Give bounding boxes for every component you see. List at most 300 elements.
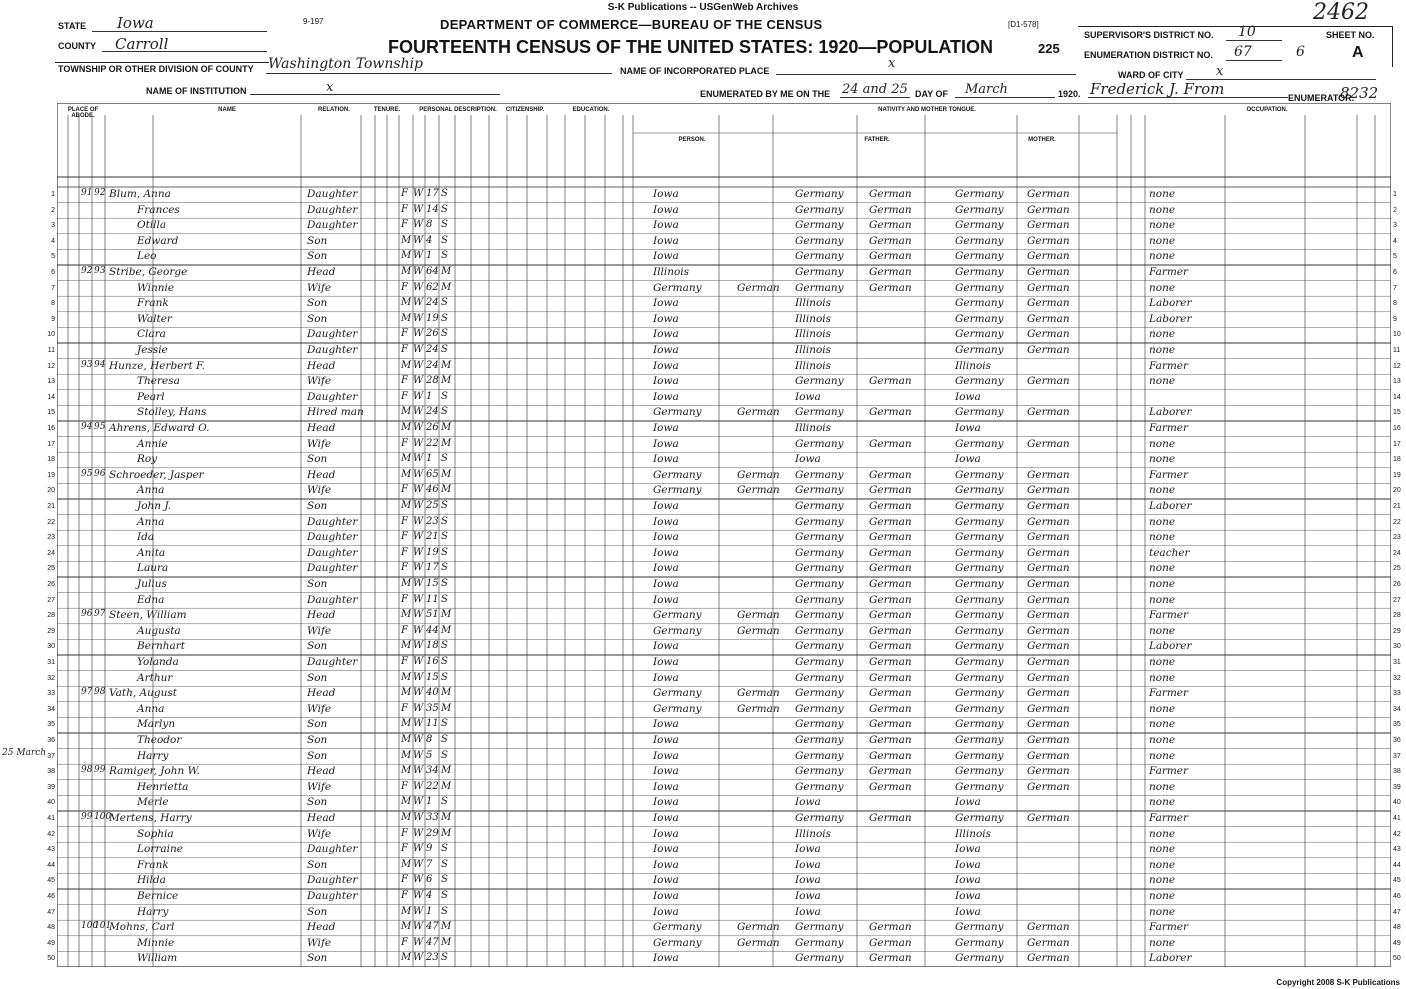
row-number-right: 25 (1393, 565, 1401, 573)
enumerator-label: ENUMERATOR. (1288, 93, 1355, 103)
race: W (413, 390, 424, 402)
race: W (413, 687, 424, 699)
occupation: none (1149, 234, 1176, 247)
sex: M (401, 812, 412, 823)
person-name: Stolley, Hans (137, 406, 207, 419)
person-name: Winnie (137, 281, 175, 294)
form-number: 9-197 (303, 17, 324, 26)
mother-birthplace: Germany (955, 734, 1004, 746)
marital-status: S (441, 453, 448, 465)
mother-mother-tongue: German (1027, 515, 1070, 528)
person-name: Steen, William (109, 609, 187, 622)
occupation: Laborer (1149, 500, 1192, 512)
age: 24 (426, 297, 439, 309)
row-number: 41 (47, 815, 55, 822)
father-birthplace: Germany (795, 531, 844, 544)
marital-status: S (441, 344, 448, 355)
father-birthplace: Iowa (795, 796, 821, 809)
sex: F (401, 874, 408, 886)
mother-mother-tongue: German (1027, 578, 1070, 590)
mother-birthplace: Germany (955, 281, 1004, 294)
father-birthplace: Germany (795, 515, 844, 528)
mother-mother-tongue: German (1027, 312, 1070, 325)
row-number: 21 (47, 503, 55, 510)
age: 4 (426, 234, 433, 246)
father-mother-tongue: German (869, 671, 912, 684)
marital-status: S (441, 219, 448, 231)
family-number: 100 (94, 812, 112, 822)
row-number: 44 (47, 861, 55, 869)
father-mother-tongue: German (869, 484, 912, 497)
row-number-right: 8 (1393, 300, 1397, 308)
birthplace: Iowa (653, 578, 679, 590)
birthplace: Germany (653, 687, 702, 700)
age: 35 (426, 702, 439, 714)
mother-mother-tongue: German (1027, 203, 1070, 216)
relation: Head (307, 422, 336, 434)
relation: Son (307, 297, 328, 310)
mother-birthplace: Germany (955, 921, 1004, 934)
marital-status: S (441, 406, 448, 418)
father-mother-tongue: German (869, 812, 912, 824)
occupation: none (1149, 188, 1176, 200)
relation: Daughter (307, 890, 358, 902)
row-number: 39 (47, 783, 55, 791)
incorporated-place-value: x (888, 56, 896, 71)
family-number: 96 (94, 468, 106, 479)
marital-status: S (441, 203, 448, 215)
relation: Head (307, 609, 336, 622)
race: W (413, 203, 424, 215)
relation: Hired man (307, 406, 364, 419)
relation: Daughter (307, 843, 358, 856)
father-birthplace: Germany (795, 936, 844, 949)
sex: M (401, 640, 412, 652)
mother-mother-tongue: German (1027, 749, 1070, 762)
father-mother-tongue: German (869, 531, 912, 544)
race: W (413, 500, 424, 511)
person-name: Pearl (137, 390, 165, 403)
father-birthplace: Illinois (795, 312, 832, 325)
mother-birthplace: Germany (955, 749, 1004, 762)
row-number: 46 (47, 893, 55, 900)
race: W (413, 874, 424, 886)
occupation: Farmer (1149, 812, 1189, 824)
marital-status: S (441, 250, 448, 262)
birthplace: Iowa (653, 640, 679, 653)
father-birthplace: Germany (795, 562, 844, 575)
enumerated-label: ENUMERATED BY ME ON THE (700, 89, 831, 99)
mother-birthplace: Germany (955, 297, 1004, 310)
occupation: none (1149, 874, 1176, 887)
father-mother-tongue: German (869, 921, 912, 934)
person-name: Augusta (137, 624, 181, 637)
mother-mother-tongue: German (1027, 562, 1070, 575)
person-name: Frank (137, 858, 169, 871)
row-number-right: 50 (1393, 955, 1401, 963)
row-number-right: 9 (1393, 315, 1397, 323)
age: 15 (426, 578, 439, 589)
race: W (413, 624, 424, 636)
age: 40 (426, 687, 439, 699)
mother-mother-tongue: German (1027, 702, 1070, 715)
birthplace: Germany (653, 406, 702, 419)
relation: Son (307, 858, 328, 871)
father-birthplace: Germany (795, 437, 844, 450)
occupation: none (1149, 843, 1176, 856)
row-number: 19 (47, 471, 55, 479)
row-number-right: 28 (1393, 612, 1401, 620)
person-name: Lorraine (137, 843, 183, 856)
relation: Wife (307, 936, 332, 949)
dwelling-number: 99 (81, 812, 93, 822)
marital-status: M (441, 765, 452, 777)
marital-status: M (441, 468, 452, 480)
birthplace: Germany (653, 281, 702, 294)
row-number-right: 26 (1393, 581, 1401, 588)
mother-mother-tongue: German (1027, 546, 1070, 559)
mother-birthplace: Germany (955, 468, 1004, 481)
mother-birthplace: Germany (955, 312, 1004, 325)
person-name: Marlyn (137, 718, 176, 731)
age: 1 (426, 250, 433, 262)
race: W (413, 640, 424, 652)
occupation: Farmer (1149, 422, 1189, 434)
race: W (413, 359, 424, 371)
row-number-right: 38 (1393, 768, 1401, 776)
birthplace: Iowa (653, 437, 679, 450)
father-birthplace: Germany (795, 734, 844, 746)
marital-status: M (441, 624, 452, 636)
person-name: Laura (137, 562, 169, 575)
sex: F (401, 375, 408, 387)
race: W (413, 281, 424, 293)
stamp-number: 2462 (1313, 0, 1369, 25)
marital-status: S (441, 188, 448, 199)
father-birthplace: Germany (795, 702, 844, 715)
marital-status: S (441, 500, 448, 511)
row-number: 50 (47, 955, 55, 963)
row-number: 4 (51, 237, 55, 245)
father-mother-tongue: German (869, 266, 912, 278)
birthplace: Iowa (653, 203, 679, 216)
day-of-label: DAY OF (915, 89, 949, 99)
person-name: Sophia (137, 827, 174, 840)
sex: F (401, 515, 408, 527)
race: W (413, 796, 424, 808)
dwelling-number: 96 (81, 609, 93, 620)
person-name: Anna (137, 515, 165, 528)
person-name: Blum, Anna (109, 188, 171, 200)
occupation: none (1149, 453, 1176, 466)
race: W (413, 593, 424, 605)
year-label: 1920. (1058, 89, 1081, 99)
marital-status: S (441, 734, 448, 745)
sex: M (401, 297, 412, 309)
marital-status: S (441, 593, 448, 605)
sheet-no-label: SHEET NO. (1326, 30, 1375, 40)
row-number: 28 (47, 612, 55, 620)
birthplace: Iowa (653, 344, 679, 356)
age: 26 (426, 328, 439, 340)
row-number: 45 (47, 877, 55, 885)
race: W (413, 843, 424, 855)
father-birthplace: Germany (795, 219, 844, 232)
marital-status: M (441, 687, 452, 699)
sex: F (401, 843, 408, 855)
row-number: 30 (47, 643, 55, 651)
sex: M (401, 952, 412, 964)
father-birthplace: Germany (795, 266, 844, 278)
row-number: 13 (47, 378, 55, 386)
mother-mother-tongue: German (1027, 484, 1070, 497)
occupation: none (1149, 562, 1176, 575)
race: W (413, 952, 424, 964)
marital-status: S (441, 858, 448, 870)
birthplace: Iowa (653, 562, 679, 575)
age: 47 (426, 921, 439, 933)
birthplace: Germany (653, 484, 702, 497)
nativity-person-heading: PERSON. (678, 137, 706, 143)
relation: Wife (307, 437, 332, 450)
person-name: Ida (137, 531, 155, 544)
age: 8 (426, 219, 433, 231)
mother-mother-tongue: German (1027, 952, 1070, 965)
occupation: teacher (1149, 546, 1190, 559)
age: 1 (426, 390, 433, 402)
age: 9 (426, 843, 433, 855)
occupation: none (1149, 281, 1176, 294)
sex: F (401, 328, 408, 340)
marital-status: S (441, 312, 448, 324)
marital-status: M (441, 780, 452, 792)
father-mother-tongue: German (869, 437, 912, 450)
mother-birthplace: Iowa (955, 905, 981, 918)
row-number-right: 46 (1393, 893, 1401, 900)
birthplace: Iowa (653, 359, 679, 372)
father-birthplace: Germany (795, 624, 844, 637)
mother-birthplace: Germany (955, 250, 1004, 263)
row-number: 11 (47, 347, 55, 354)
person-name: Theodor (137, 734, 182, 746)
birthplace: Iowa (653, 952, 679, 965)
row-number-right: 2 (1393, 206, 1397, 214)
sex: M (401, 468, 412, 480)
sex: M (401, 578, 412, 589)
person-name: Clara (137, 328, 166, 341)
marital-status: M (441, 812, 452, 823)
relation: Son (307, 952, 328, 965)
row-number-right: 13 (1393, 378, 1401, 386)
race: W (413, 453, 424, 465)
birthplace: Germany (653, 609, 702, 622)
birthplace: Germany (653, 468, 702, 481)
race: W (413, 671, 424, 683)
mother-birthplace: Germany (955, 656, 1004, 668)
sex: F (401, 656, 408, 667)
person-name: Harry (137, 749, 169, 762)
sex: F (401, 344, 408, 355)
row-number: 42 (47, 830, 55, 838)
father-mother-tongue: German (869, 765, 912, 778)
father-mother-tongue: German (869, 562, 912, 575)
relation: Son (307, 749, 328, 762)
age: 1 (426, 453, 433, 465)
mother-mother-tongue: German (1027, 531, 1070, 544)
relation: Wife (307, 702, 332, 715)
ward-value: x (1216, 64, 1224, 79)
person-name: Merle (137, 796, 169, 809)
mother-tongue: German (737, 468, 780, 481)
occupation: Laborer (1149, 297, 1192, 310)
father-birthplace: Iowa (795, 905, 821, 918)
row-number: 12 (47, 362, 55, 370)
father-birthplace: Illinois (795, 827, 832, 840)
birthplace: Iowa (653, 375, 679, 388)
township-value: Washington Township (268, 56, 424, 72)
mother-birthplace: Germany (955, 609, 1004, 622)
birthplace: Iowa (653, 874, 679, 887)
mother-birthplace: Germany (955, 702, 1004, 715)
father-mother-tongue: German (869, 515, 912, 528)
sex: F (401, 827, 408, 839)
dwelling-number: 94 (81, 422, 93, 432)
row-number: 27 (47, 596, 55, 604)
race: W (413, 749, 424, 761)
birthplace: Iowa (653, 656, 679, 668)
race: W (413, 250, 424, 262)
birthplace: Iowa (653, 827, 679, 840)
mother-mother-tongue: German (1027, 734, 1070, 746)
relation: Daughter (307, 531, 358, 544)
relation: Head (307, 359, 336, 372)
relation: Wife (307, 780, 332, 793)
age: 51 (426, 609, 439, 621)
person-name: Bernice (137, 890, 179, 902)
family-number: 99 (94, 765, 106, 776)
race: W (413, 656, 424, 667)
birthplace: Germany (653, 936, 702, 949)
person-name: Frances (137, 203, 180, 216)
relation: Daughter (307, 328, 358, 341)
relation: Son (307, 453, 328, 466)
father-birthplace: Germany (795, 203, 844, 216)
sex: F (401, 936, 408, 948)
mother-mother-tongue: German (1027, 671, 1070, 684)
marital-status: S (441, 546, 448, 558)
department-heading: DEPARTMENT OF COMMERCE—BUREAU OF THE CENSUS (440, 17, 823, 32)
row-number: 3 (51, 222, 55, 230)
age: 6 (426, 874, 433, 886)
sex: M (401, 734, 412, 745)
mother-mother-tongue: German (1027, 250, 1070, 263)
race: W (413, 437, 424, 449)
father-mother-tongue: German (869, 749, 912, 762)
race: W (413, 531, 424, 543)
relation: Son (307, 640, 328, 653)
row-number-right: 16 (1393, 425, 1401, 432)
col-group-tenure: TENURE. (373, 107, 401, 113)
row-number-right: 10 (1393, 331, 1401, 339)
enumeration-month-value: March (965, 82, 1008, 97)
mother-birthplace: Germany (955, 375, 1004, 388)
marital-status: S (441, 796, 448, 808)
row-number-right: 48 (1393, 924, 1401, 932)
race: W (413, 702, 424, 714)
race: W (413, 562, 424, 574)
row-number-right: 47 (1393, 908, 1401, 916)
occupation: Farmer (1149, 765, 1189, 778)
row-number-right: 34 (1393, 705, 1401, 713)
age: 26 (426, 422, 439, 433)
sex: F (401, 780, 408, 792)
mother-birthplace: Germany (955, 765, 1004, 778)
copyright-notice: Copyright 2008 S-K Publications (1276, 978, 1400, 987)
row-number: 10 (47, 331, 55, 339)
occupation: Laborer (1149, 640, 1192, 653)
mother-birthplace: Iowa (955, 796, 981, 809)
mother-birthplace: Germany (955, 437, 1004, 450)
mother-birthplace: Germany (955, 593, 1004, 606)
marital-status: S (441, 952, 448, 964)
relation: Wife (307, 484, 332, 497)
row-number: 20 (47, 487, 55, 495)
father-mother-tongue: German (869, 203, 912, 216)
age: 47 (426, 936, 439, 948)
mother-birthplace: Germany (955, 500, 1004, 512)
row-number-right: 18 (1393, 456, 1401, 464)
father-birthplace: Germany (795, 281, 844, 294)
relation: Daughter (307, 219, 358, 232)
occupation: none (1149, 827, 1176, 840)
race: W (413, 468, 424, 480)
marital-status: S (441, 390, 448, 402)
row-number-right: 12 (1393, 362, 1401, 370)
mother-mother-tongue: German (1027, 188, 1070, 200)
race: W (413, 546, 424, 558)
archive-header: S-K Publications -- USGenWeb Archives (607, 2, 799, 13)
sex: F (401, 188, 408, 199)
marital-status: M (441, 422, 452, 433)
col-group-abode: PLACE OF ABODE. (67, 107, 99, 119)
father-birthplace: Germany (795, 406, 844, 419)
father-mother-tongue: German (869, 250, 912, 263)
marital-status: S (441, 749, 448, 761)
mother-birthplace: Germany (955, 266, 1004, 278)
relation: Son (307, 734, 328, 746)
mother-birthplace: Germany (955, 578, 1004, 590)
enumeration-day-value: 24 and 25 (842, 82, 908, 97)
person-name: Yolanda (137, 656, 179, 668)
occupation: Farmer (1149, 921, 1189, 934)
father-birthplace: Illinois (795, 344, 832, 356)
birthplace: Iowa (653, 765, 679, 778)
mother-birthplace: Illinois (955, 827, 992, 840)
age: 64 (426, 266, 439, 277)
sex: F (401, 546, 408, 558)
marital-status: S (441, 531, 448, 543)
age: 11 (426, 718, 439, 730)
dwelling-number: 91 (81, 188, 93, 198)
birthplace: Iowa (653, 328, 679, 341)
father-mother-tongue: German (869, 578, 912, 590)
father-mother-tongue: German (869, 281, 912, 294)
father-birthplace: Germany (795, 812, 844, 824)
occupation: none (1149, 936, 1176, 949)
mother-birthplace: Illinois (955, 359, 992, 372)
county-value: Carroll (115, 35, 169, 53)
occupation: none (1149, 796, 1176, 809)
